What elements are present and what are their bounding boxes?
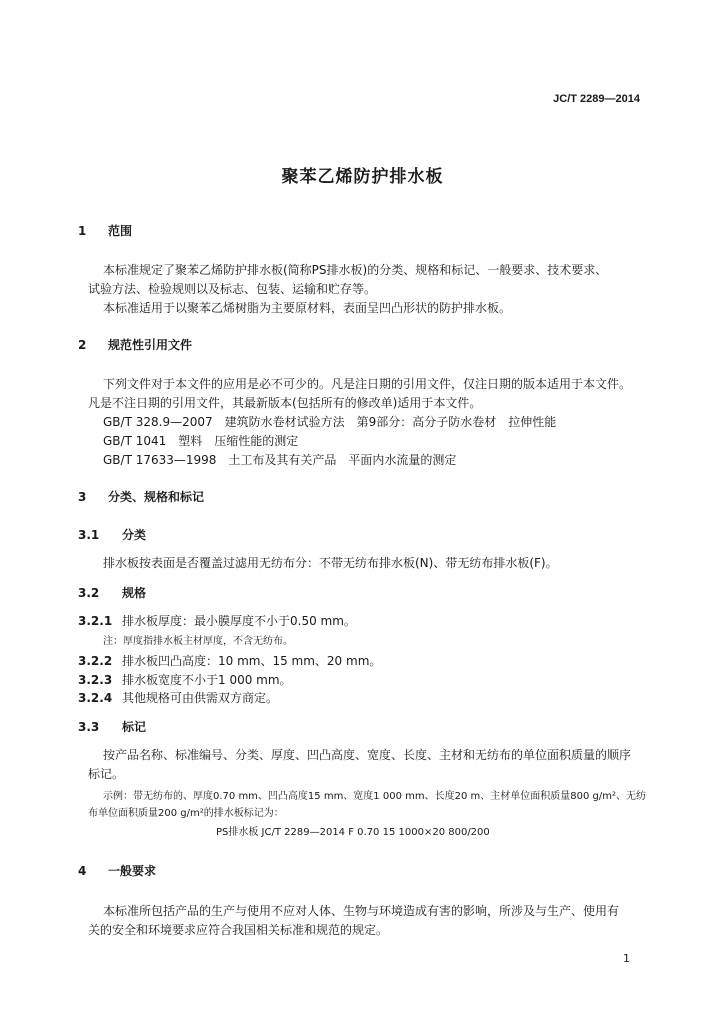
section-3-heading (78, 488, 204, 505)
subsection-3-1-heading (78, 526, 146, 543)
section-title: 分类、规格和标记 (108, 490, 205, 504)
subsection-number: 3.2 (78, 586, 100, 600)
clause-3-2-1 (78, 612, 356, 629)
clause-number: 3.2.3 (78, 673, 113, 687)
paragraph-line: 按产品名称、标准编号、分类、厚度、凹凸高度、宽度、长度、主材和无纺布的单位面积质量的顺序 (103, 748, 632, 762)
standard-code: JC/T 2289—2014 (553, 93, 640, 105)
subsection-title: 标记 (122, 720, 147, 734)
clause-text: 排水板厚度：最小膜厚度不小于0.50 mm。 (122, 614, 356, 628)
marking-example: PS排水板 JC/T 2289—2014 F 0.70 15 1000×20 800/200 (216, 827, 490, 838)
subsection-number: 3.1 (78, 528, 100, 542)
section-4-heading (78, 862, 156, 879)
section-1-heading (78, 222, 132, 239)
section-title: 一般要求 (108, 864, 157, 878)
clause-3-2-2 (78, 652, 381, 669)
section-number: 2 (78, 338, 87, 352)
clause-number: 3.2.4 (78, 691, 113, 705)
clause-3-2-3 (78, 671, 292, 688)
paragraph-line: 下列文件对于本文件的应用是必不可少的。凡是注日期的引用文件，仅注日期的版本适用于本文件。 (103, 377, 632, 391)
clause-number: 3.2.1 (78, 614, 113, 628)
paragraph-line: 排水板按表面是否覆盖过滤用无纺布分：不带无纺布排水板(N)、带无纺布排水板(F)。 (103, 556, 558, 570)
paragraph-line: 本标准所包括产品的生产与使用不应对人体、生物与环境造成有害的影响，所涉及与生产、使用有 (103, 904, 620, 918)
note: 注：厚度指排水板主材厚度，不含无纺布。 (103, 636, 293, 647)
paragraph-line: 关的安全和环境要求应符合我国相关标准和规范的规定。 (88, 923, 389, 937)
subsection-3-2-heading (78, 584, 146, 601)
clause-text: 排水板凹凸高度：10 mm、15 mm、20 mm。 (122, 654, 382, 668)
section-number: 4 (78, 864, 87, 878)
example-line: 布单位面积质量200 g/m²的排水板标记为： (88, 808, 284, 819)
subsection-3-3-heading (78, 718, 146, 735)
paragraph-line: 本标准规定了聚苯乙烯防护排水板(简称PS排水板)的分类、规格和标记、一般要求、技术要求、 (103, 263, 608, 277)
document-title: 聚苯乙烯防护排水板 (281, 167, 444, 187)
paragraph-line: 凡是不注日期的引用文件，其最新版本(包括所有的修改单)适用于本文件。 (88, 396, 482, 410)
section-number: 3 (78, 490, 87, 504)
clause-text: 其他规格可由供需双方商定。 (122, 691, 279, 705)
subsection-title: 规格 (122, 586, 147, 600)
subsection-title: 分类 (122, 528, 147, 542)
reference-item: GB/T 17633—1998 土工布及其有关产品 平面内水流量的测定 (103, 453, 457, 467)
clause-3-2-4 (78, 689, 278, 706)
paragraph-line: 试验方法、检验规则以及标志、包装、运输和贮存等。 (88, 282, 377, 296)
section-number: 1 (78, 224, 87, 238)
reference-item: GB/T 328.9—2007 建筑防水卷材试验方法 第9部分：高分子防水卷材 拉伸性能 (103, 415, 557, 429)
page-number: 1 (623, 952, 630, 965)
paragraph-line: 标记。 (88, 767, 125, 781)
reference-item: GB/T 1041 塑料 压缩性能的测定 (103, 434, 299, 448)
section-title: 范围 (108, 224, 133, 238)
example-line: 示例：带无纺布的、厚度0.70 mm、凹凸高度15 mm、宽度1 000 mm、长度20 m、主材单位面积质量800 g/m²、无纺 (103, 791, 646, 802)
section-2-heading (78, 336, 192, 353)
clause-text: 排水板宽度不小于1 000 mm。 (122, 673, 292, 687)
paragraph-line: 本标准适用于以聚苯乙烯树脂为主要原材料，表面呈凹凸形状的防护排水板。 (103, 301, 512, 315)
subsection-number: 3.3 (78, 720, 100, 734)
clause-number: 3.2.2 (78, 654, 113, 668)
section-title: 规范性引用文件 (108, 338, 193, 352)
